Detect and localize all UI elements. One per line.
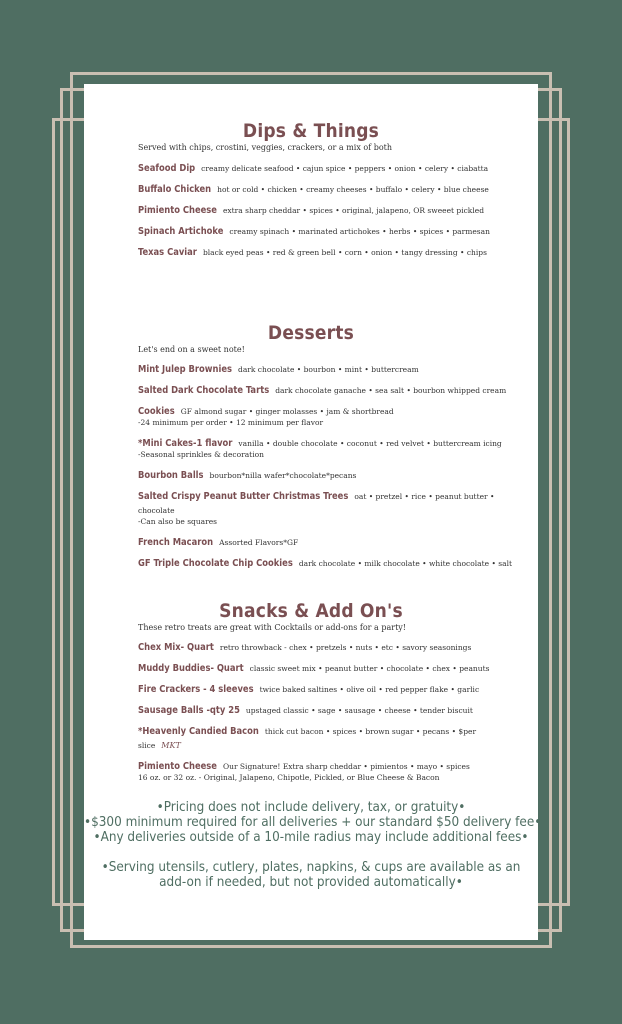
menu-item: Chex Mix- Quart retro throwback - chex • pretzels • nuts • etc • savory seasonings	[138, 642, 472, 653]
menu-item: Salted Dark Chocolate Tarts dark chocolate ganache • sea salt • bourbon whipped cream	[138, 385, 507, 396]
menu-item: Seafood Dip creamy delicate seafood • cajun spice • peppers • onion • celery • ciabatta	[138, 163, 489, 174]
note-minimum: •$300 minimum required for all deliveries + our standard $50 delivery fee•	[84, 815, 542, 830]
menu-item: Salted Crispy Peanut Butter Christmas Trees oat • pretzel • rice • peanut butter • chocolate -Can also be squares	[138, 491, 495, 526]
section-title: Snacks & Add On's	[219, 600, 403, 622]
section-title: Dips & Things	[242, 120, 380, 142]
section-subtitle: These retro treats are great with Cocktails or add-ons for a party!	[138, 623, 407, 632]
menu-item: *Heavenly Candied Bacon thick cut bacon • spices • brown sugar • pecans • $per slice MKT	[138, 726, 477, 750]
market-price-tag: MKT	[161, 741, 181, 750]
menu-item: Pimiento Cheese Our Signature! Extra sharp cheddar • pimientos • mayo • spices 16 oz. or 32 oz. - Original, Jalapeno, Chipotle, Pickled, or Blue Cheese & Bacon	[138, 761, 470, 782]
menu-item: Muddy Buddies- Quart classic sweet mix • peanut butter • chocolate • chex • peanuts	[138, 663, 490, 674]
section-desserts	[84, 322, 538, 576]
note-radius: •Any deliveries outside of a 10-mile radius may include additional fees•	[93, 830, 529, 845]
menu-item: Pimiento Cheese extra sharp cheddar • spices • original, jalapeno, OR sweeet pickled	[138, 205, 484, 216]
note-serving: •Serving utensils, cutlery, plates, napkins, & cups are available as an add-on if needed, but not provided automatically•	[101, 860, 521, 890]
menu-item: Mint Julep Brownies dark chocolate • bourbon • mint • buttercream	[138, 364, 419, 375]
section-subtitle: Served with chips, crostini, veggies, crackers, or a mix of both	[138, 143, 393, 152]
menu-item: GF Triple Chocolate Chip Cookies dark chocolate • milk chocolate • white chocolate • salt	[138, 558, 512, 569]
section-subtitle: Let's end on a sweet note!	[138, 345, 245, 354]
menu-item: French Macaron Assorted Flavors*GF	[138, 537, 299, 548]
menu-item: Bourbon Balls bourbon*nilla wafer*chocolate*pecans	[138, 470, 357, 481]
section-dips	[84, 120, 538, 265]
menu-item: Buffalo Chicken hot or cold • chicken • creamy cheeses • buffalo • celery • blue cheese	[138, 184, 489, 195]
menu-item: *Mini Cakes-1 flavor vanilla • double chocolate • coconut • red velvet • buttercream icing -Seasonal sprinkles & decoration	[138, 438, 502, 459]
menu-item: Sausage Balls -qty 25 upstaged classic • sage • sausage • cheese • tender biscuit	[138, 705, 473, 716]
menu-item: Fire Crackers - 4 sleeves twice baked saltines • olive oil • red pepper flake • garlic	[138, 684, 480, 695]
menu-item: Spinach Artichoke creamy spinach • marinated artichokes • herbs • spices • parmesan	[138, 226, 490, 237]
section-snacks	[84, 600, 538, 790]
policy-notes	[84, 800, 542, 890]
menu-item: Texas Caviar black eyed peas • red & green bell • corn • onion • tangy dressing • chips	[138, 247, 487, 258]
menu-item: Cookies GF almond sugar • ginger molasses • jam & shortbread -24 minimum per order • 12 minimum per flavor	[138, 406, 394, 427]
note-pricing: •Pricing does not include delivery, tax, or gratuity•	[156, 800, 466, 815]
section-title: Desserts	[267, 322, 355, 344]
